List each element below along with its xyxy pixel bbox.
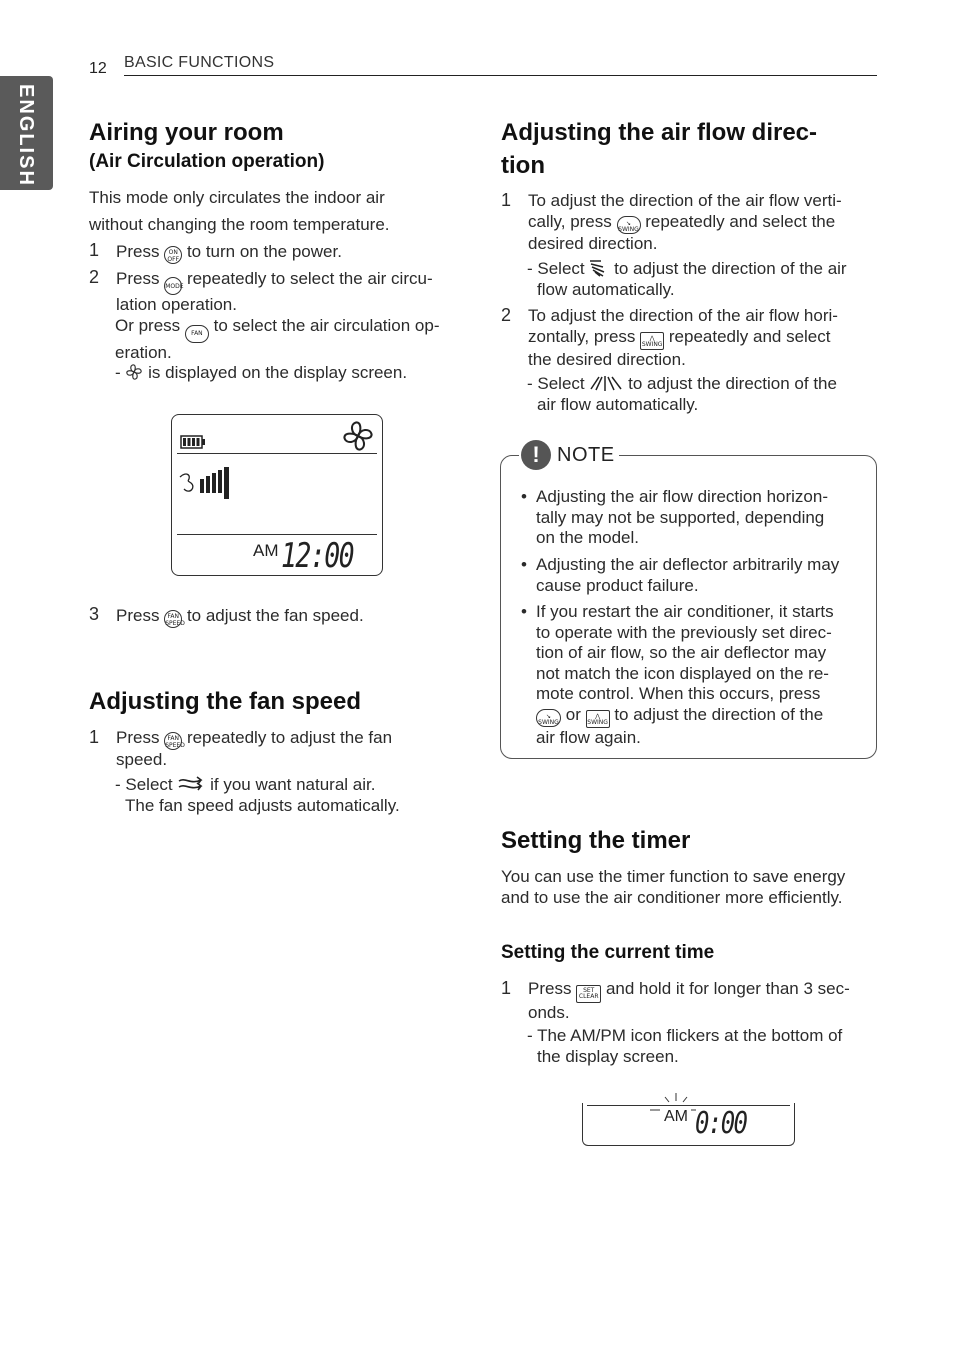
- vertical-auto-swing-icon: [589, 259, 609, 277]
- header-divider: [124, 75, 877, 76]
- airing-step2-or: [115, 316, 475, 364]
- exclamation-icon: !: [521, 440, 551, 470]
- airing-step2-line2: lation operation.: [116, 295, 237, 314]
- airing-step3-post: to adjust the fan speed.: [186, 606, 364, 625]
- note-box: [500, 442, 877, 759]
- note-bullet-line: tion of air flow, so the air deflector may: [536, 643, 827, 662]
- airing-step2-note-text: is displayed on the display screen.: [148, 363, 408, 382]
- note-bullet-line: not match the icon displayed on the re-: [536, 663, 829, 683]
- fan-speed-step1-number: 1: [89, 727, 100, 747]
- horizontal-auto-swing-icon: [589, 374, 623, 392]
- language-tab-label: ENGLISH: [15, 84, 37, 187]
- airflow-step1-number: 1: [501, 190, 512, 210]
- airflow-step2-line2-pre: zontally, press: [528, 326, 636, 346]
- mode-button-icon: MODE: [164, 277, 182, 295]
- fan-speed-step1-pre: Press: [116, 728, 160, 747]
- display-time: 12:00: [280, 536, 353, 576]
- timer-intro-line2: and to use the air conditioner more efficiently.: [501, 887, 843, 907]
- display-top-divider: [177, 453, 377, 454]
- timer-step1-line2: onds.: [528, 1003, 570, 1022]
- airing-step2-note: [115, 363, 475, 384]
- fan-speed-title: Adjusting the fan speed: [89, 688, 362, 715]
- airflow-step1-line2-pre: cally, press: [528, 211, 612, 231]
- airing-step2-or-pre: Or press: [115, 316, 181, 335]
- timer-step1-note-line1: - The AM/PM icon flickers at the bottom of: [527, 1026, 843, 1045]
- display-bottom-divider: [177, 534, 377, 535]
- vertical-swing-button-icon: ↘ SWING: [536, 709, 561, 727]
- set-clear-button-icon: SET CLEAR: [576, 985, 601, 1003]
- airing-step3-pre: Press: [116, 606, 160, 625]
- airing-step1-number: 1: [89, 240, 100, 260]
- airing-step2-or-post: to select the air circulation op-: [213, 316, 440, 335]
- note-bullet: • If you restart the air conditioner, it starts to operate with the previously set direc- tion of air flow, so the air deflector may not match the icon displayed on the re- mote control. When this occurs, press ↘ SWING or ⋀ SWING to adjust the direction of the air flow again.: [521, 602, 866, 748]
- timer-step1-note: [527, 1026, 877, 1067]
- airing-step1-post: to turn on the power.: [186, 242, 342, 261]
- note-bullet: • Adjusting the air flow direction horizon- tally may not be supported, depending on the model.: [521, 487, 866, 549]
- airing-step2-note-dash: -: [115, 363, 121, 382]
- airing-intro-line1: This mode only circulates the indoor air: [89, 188, 385, 207]
- airflow-step1-line1: To adjust the direction of the air flow verti-: [528, 191, 842, 210]
- note-title: NOTE: [557, 443, 615, 466]
- fan-speed-step1-post: repeatedly to adjust the fan: [186, 728, 393, 747]
- display-ampm: AM: [253, 541, 279, 560]
- fan-speed-step1: [116, 728, 476, 771]
- note-bullet-line: Adjusting the air flow direction horizon-: [536, 487, 828, 506]
- language-tab: [0, 76, 53, 190]
- airing-step1: [116, 242, 476, 264]
- on-off-button-icon: ON OFF: [164, 246, 182, 264]
- timer-step1-post: and hold it for longer than 3 sec-: [605, 979, 850, 998]
- note-bullet-line: tally may not be supported, depending: [536, 507, 825, 527]
- note-or-text: or: [565, 704, 581, 724]
- page-number: 12: [89, 60, 107, 77]
- airing-subtitle: (Air Circulation operation): [89, 151, 325, 172]
- airing-step2-post: repeatedly to select the air circu-: [186, 269, 433, 288]
- fan-speed-button-icon: FAN SPEED: [164, 610, 182, 628]
- airing-step1-pre: Press: [116, 242, 160, 261]
- note-bullet-line: [536, 705, 866, 728]
- airflow-step1-line2-post: repeatedly and select the: [645, 211, 836, 231]
- airing-step2: [116, 269, 476, 316]
- note-bullet-line: on the model.: [536, 528, 640, 547]
- fan-speed-note-line2: The fan speed adjusts automatically.: [125, 795, 400, 815]
- section-label: BASIC FUNCTIONS: [124, 54, 275, 71]
- airing-title: Airing your room: [89, 119, 284, 146]
- airflow-title: [501, 116, 881, 182]
- fan-speed-note-post: if you want natural air.: [210, 775, 376, 794]
- airing-intro-line2: without changing the room temperature.: [89, 215, 390, 234]
- natural-wind-icon: [177, 775, 205, 793]
- fan-speed-step1-note: [115, 775, 475, 816]
- fan-speed-note-pre: - Select: [115, 775, 173, 794]
- timer-step1-pre: Press: [528, 979, 572, 998]
- airing-step2-pre: Press: [116, 269, 160, 288]
- airing-step3-number: 3: [89, 604, 100, 624]
- airing-step2-or-line2: eration.: [115, 343, 172, 362]
- timer-intro: [501, 867, 881, 908]
- timer-display-time: 0:00: [695, 1106, 747, 1141]
- timer-step1-note-line2: the display screen.: [537, 1046, 679, 1066]
- fan-icon: [341, 419, 375, 453]
- airflow-step2-line2-post: repeatedly and select: [668, 326, 831, 346]
- fan-speed-button-icon: FAN SPEED: [164, 732, 182, 750]
- timer-step1: [528, 979, 878, 1024]
- airflow-step2-note: [527, 374, 877, 415]
- vertical-swing-button-icon: ↘ SWING: [617, 216, 641, 234]
- airflow-title-line1: Adjusting the air flow direc-: [501, 119, 818, 146]
- fan-button-icon: FAN: [185, 325, 209, 343]
- horizontal-swing-button-icon: ⋀ SWING: [640, 332, 664, 350]
- airflow-step2-note-line2: air flow automatically.: [537, 394, 699, 414]
- airflow-title-line2: tion: [501, 152, 545, 179]
- airflow-step2-note-post: to adjust the direction of the: [628, 374, 837, 393]
- current-time-subtitle: Setting the current time: [501, 942, 715, 963]
- airflow-step1-note-post: to adjust the direction of the air: [614, 259, 847, 278]
- airing-step2-number: 2: [89, 267, 100, 287]
- remote-display-panel: [171, 414, 383, 576]
- note-bullet-line: Adjusting the air deflector arbitrarily may: [536, 555, 840, 574]
- airflow-step2-number: 2: [501, 305, 512, 325]
- airflow-step1-note-line2: flow automatically.: [537, 279, 675, 299]
- timer-intro-line1: You can use the timer function to save energy: [501, 867, 846, 886]
- horizontal-swing-button-icon: ⋀ SWING: [586, 710, 610, 728]
- airflow-step2-line3: the desired direction.: [528, 349, 686, 369]
- airflow-step2: [528, 306, 878, 370]
- fan-speed-level-icon: [178, 465, 234, 501]
- timer-display-ampm: AM: [664, 1108, 688, 1125]
- timer-display-panel: [582, 1103, 795, 1146]
- note-bullet: • Adjusting the air deflector arbitrarily may cause product failure.: [521, 555, 866, 596]
- display-clock: [253, 536, 373, 576]
- airflow-step1-note: [527, 259, 877, 300]
- timer-step1-number: 1: [501, 978, 512, 998]
- airflow-step1: [528, 191, 878, 254]
- note-bullet-line: mote control. When this occurs, press: [536, 684, 821, 703]
- airflow-step2-note-pre: - Select: [527, 374, 585, 393]
- note-header: [519, 440, 619, 470]
- note-bullet-line: to operate with the previously set direc-: [536, 622, 832, 642]
- airflow-step1-note-pre: - Select: [527, 259, 585, 278]
- fan-circulation-icon: [125, 363, 143, 381]
- note-bullet-line: If you restart the air conditioner, it starts: [536, 602, 834, 621]
- battery-icon: [180, 435, 206, 449]
- airflow-step2-line1: To adjust the direction of the air flow hori-: [528, 306, 838, 325]
- note-bullet-line: cause product failure.: [536, 575, 699, 595]
- note-bullet-line: air flow again.: [536, 727, 641, 747]
- airing-step3: [116, 606, 476, 628]
- airing-intro: [89, 184, 469, 238]
- note-last-post: to adjust the direction of the: [614, 704, 824, 724]
- airflow-step1-line3: desired direction.: [528, 233, 658, 253]
- fan-speed-step1-line2: speed.: [116, 750, 168, 769]
- timer-title: Setting the timer: [501, 827, 691, 854]
